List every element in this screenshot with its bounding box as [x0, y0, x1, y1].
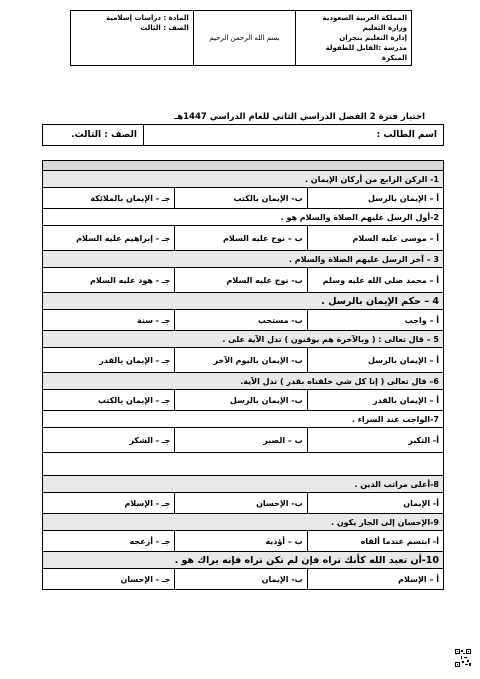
option-a[interactable]: أ- التكبر [307, 428, 443, 453]
header-ministry [296, 11, 412, 66]
option-c[interactable]: جـ - هود عليه السلام [43, 268, 175, 293]
student-info [42, 124, 444, 146]
option-b[interactable]: ب- الإيمان بالرسل [175, 390, 307, 411]
option-b[interactable]: ب – أؤذيه [175, 531, 307, 552]
question-10: 10-أن تعبد الله كأنك تراه فإن لم تكن تراه فإنه يراك هو . [43, 552, 444, 569]
question-5: 5 – قال تعالى : ( وبالآخرة هم يوقنون ) تدل الآية على . [43, 331, 444, 348]
subject-line: المادة : دراسات إسلامية [105, 14, 189, 22]
option-a[interactable]: أ – الإيمان بالرسل [307, 348, 443, 373]
basmala-text: بسم الله الرحمن الرحيم [209, 34, 280, 42]
option-b[interactable]: ب- الإيمان بالكتب [175, 188, 307, 209]
question-4: 4 – حكم الإيمان بالرسل . [43, 293, 444, 310]
option-a[interactable]: أ – الإسلام [307, 569, 443, 590]
option-c[interactable]: جـ - الشكر [43, 428, 175, 453]
qr-code-icon [455, 649, 471, 667]
header-line: إدارة التعليم بنجران [339, 34, 407, 42]
student-grade: الصف : الثالث. [43, 125, 144, 145]
option-a[interactable]: أ- ابتسم عندما ألقاه [307, 531, 443, 552]
option-c[interactable]: جـ - الإيمان بالقدر [43, 348, 175, 373]
header-subject [71, 11, 194, 66]
question-7: 7-الواجب عند السراء . [43, 411, 444, 428]
header-line: المملكة العربية السعودية [322, 14, 407, 22]
option-c[interactable]: جـ - الإيمان بالكتب [43, 390, 175, 411]
question-6: 6– قال تعالى ( إنا كل شي خلقناه بقدر ) تدل الآية. [43, 373, 444, 390]
option-a[interactable]: أ – محمد صلى الله عليه وسلم [307, 268, 443, 293]
header-line: مدرسة :القابل للطفولة المبكرة [325, 44, 407, 62]
header-line: وزارة التعليم [362, 24, 407, 32]
question-2: 2-أول الرسل عليهم الصلاة والسلام هو . [43, 209, 444, 226]
option-b[interactable]: ب- الإيمان [175, 569, 307, 590]
exam-title: اختبار فترة 2 الفصل الدراسي الثاني للعام الدراسي 1447هـ [174, 112, 425, 122]
option-c[interactable]: جـ - سنة [43, 310, 175, 331]
option-a[interactable]: أ – الإيمان بالقدر [307, 390, 443, 411]
question-8: 8-أعلى مراتب الدين . [43, 476, 444, 493]
option-a[interactable]: أ- الإيمان [307, 493, 443, 514]
grade-line: الصف : الثالث [140, 24, 189, 32]
option-c[interactable]: جـ - الإيمان بالملائكة [43, 188, 175, 209]
option-b[interactable]: ب – الصبر [175, 428, 307, 453]
question-9: 9-الإحسان إلى الجار يكون . [43, 514, 444, 531]
option-b[interactable]: ب- نوح عليه السلام [175, 268, 307, 293]
spacer-row [43, 161, 444, 171]
header-table [70, 10, 412, 66]
question-1: 1- الركن الرابع من أركان الإيمان . [43, 171, 444, 188]
option-a[interactable]: أ – موسى عليه السلام [307, 226, 443, 251]
option-b[interactable]: ب- الإيمان باليوم الآخر [175, 348, 307, 373]
header-basmala [193, 11, 295, 66]
blank-row [43, 453, 444, 476]
option-b[interactable]: ب- مستحب [175, 310, 307, 331]
option-c[interactable]: جـ - أزعجه [43, 531, 175, 552]
questions-table [42, 160, 444, 590]
option-a[interactable]: أ – واجب [307, 310, 443, 331]
option-c[interactable]: جـ - الإسلام [43, 493, 175, 514]
option-c[interactable]: جـ - الإحسان [43, 569, 175, 590]
option-c[interactable]: جـ - إبراهيم عليه السلام [43, 226, 175, 251]
option-a[interactable]: أ – الإيمان بالرسل [307, 188, 443, 209]
student-name-field[interactable]: اسم الطالب : [376, 130, 437, 140]
option-b[interactable]: ب – نوح عليه السلام [175, 226, 307, 251]
question-3: 3 – آخر الرسل عليهم الصلاة والسلام . [43, 251, 444, 268]
option-b[interactable]: ب- الإحسان [175, 493, 307, 514]
